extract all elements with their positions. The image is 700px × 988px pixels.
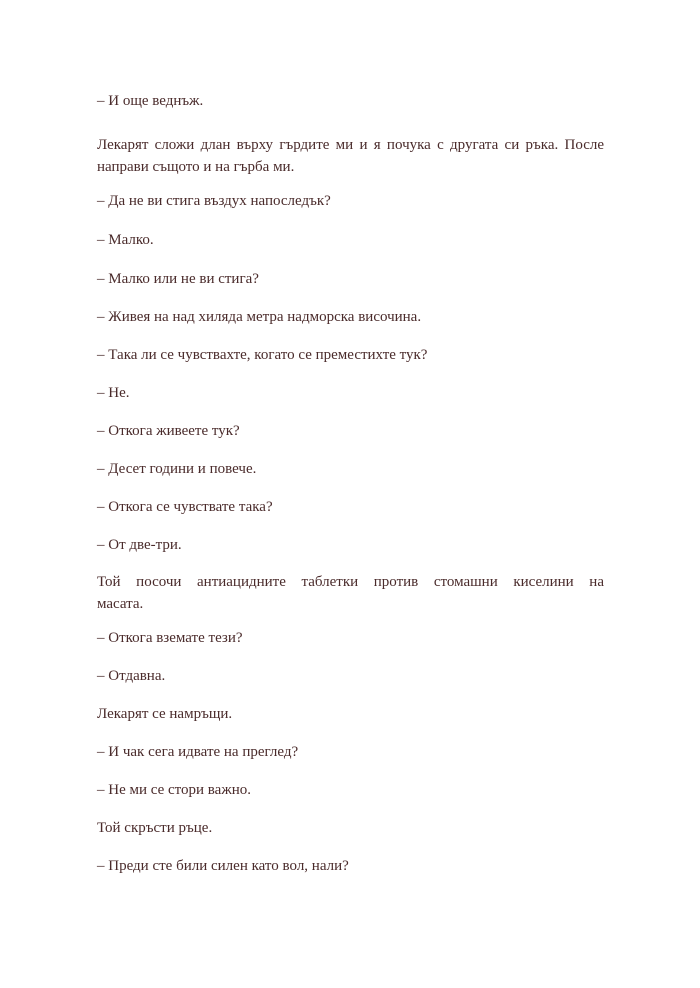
dialogue-line: – Малко или не ви стига? (97, 271, 259, 287)
dialogue-line: – От две-три. (97, 537, 182, 553)
dialogue-line: – Така ли се чувствахте, когато се преместихте тук? (97, 347, 428, 363)
narrative-paragraph: Лекарят сложи длан върху гърдите ми и я почука с другата си ръка. После направи същото и на гърба ми. (97, 137, 604, 175)
dialogue-line: – Десет години и повече. (97, 461, 257, 477)
dialogue-line: – Не ми се стори важно. (97, 782, 251, 798)
dialogue-line: – Преди сте били силен като вол, нали? (97, 858, 349, 874)
dialogue-line: – Откога се чувствате така? (97, 499, 273, 515)
dialogue-line: – Малко. (97, 232, 154, 248)
dialogue-line: – И още веднъж. (97, 93, 204, 109)
narrative-paragraph: Той скръсти ръце. (97, 820, 213, 836)
narrative-paragraph: Лекарят се намръщи. (97, 706, 233, 722)
dialogue-line: – Отдавна. (97, 668, 166, 684)
dialogue-line: – И чак сега идвате на преглед? (97, 744, 299, 760)
dialogue-line: – Не. (97, 385, 130, 401)
dialogue-line: – Откога вземате тези? (97, 630, 243, 646)
narrative-paragraph: Той посочи антиацидните таблетки против стомашни киселини на масата. (97, 574, 604, 612)
dialogue-line: – Живея на над хиляда метра надморска височина. (97, 309, 422, 325)
dialogue-line: – Откога живеете тук? (97, 423, 240, 439)
dialogue-line: – Да не ви стига въздух напоследък? (97, 193, 331, 209)
